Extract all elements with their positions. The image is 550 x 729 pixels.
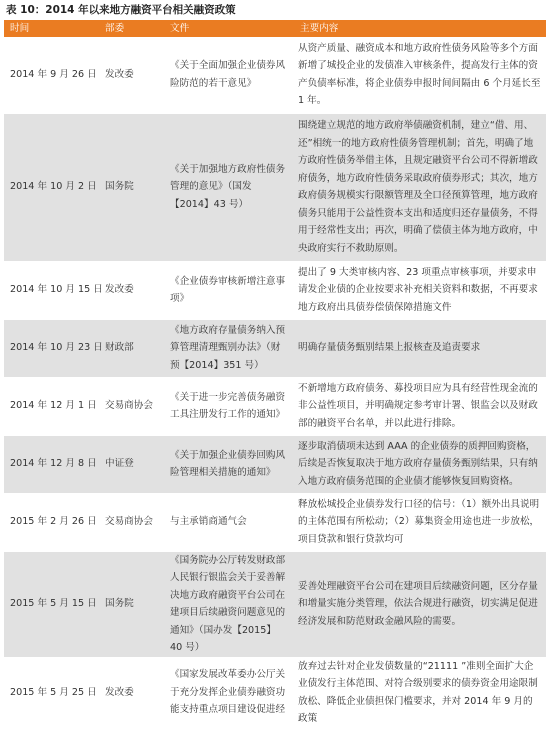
cell-content: 不新增地方政府债务、募投项目应为具有经营性现金流的非公益性项目，并明确规定参考审计署、银监会以及财政部的融资平台名单，并以此进行排除。 [294,377,546,435]
table-row [4,113,546,261]
cell-date: 2015 年 2 月 26 日 [4,493,99,551]
table-row [4,551,546,657]
table-row [4,319,546,377]
table-row [4,377,546,435]
cell-date: 2015 年 5 月 15 日 [4,551,99,657]
cell-document: 《关于加强地方政府性债务管理的意见》（国发【2014】43 号） [164,113,294,261]
cell-content: 逐步取消债项未达到 AAA 的企业债券的质押回购资格，后续是否恢复取决于地方政府存量债务甄别结果，只有纳入地方政府债务范围的企业债才能够恢复回购资格。 [294,435,546,493]
cell-document: 《关于全面加强企业债券风险防范的若干意见》 [164,37,294,113]
table-row [4,261,546,319]
cell-department: 中证登 [99,435,164,493]
cell-date: 2014 年 12 月 1 日 [4,377,99,435]
policy-table [4,20,546,729]
cell-content: 放弃过去针对企业发债数量的“21111 ”准则全面扩大企业债发行主体范围、对符合级别要求的债券资金用途限制放松、降低企业债担保门槛要求，并对 2014 年 9 月的政策 [294,657,546,728]
cell-department: 发改委 [99,261,164,319]
table-row [4,493,546,551]
cell-content: 明确存量债务甄别结果上报核查及追责要求 [294,319,546,377]
cell-document: 《国家发展改革委办公厅关于充分发挥企业债券融资功能支持重点项目建设促进经 [164,657,294,728]
cell-content: 从资产质量、融资成本和地方政府性债务风险等多个方面新增了城投企业的发债准入审核条件，提高发行主体的资产负债率标准，将企业债券申报时间间隔由 6 个月延长至 1 年。 [294,37,546,113]
cell-date: 2014 年 10 月 2 日 [4,113,99,261]
cell-department: 国务院 [99,113,164,261]
cell-date: 2014 年 9 月 26 日 [4,37,99,113]
table-row [4,37,546,113]
table-header-row [4,20,546,37]
cell-department: 交易商协会 [99,377,164,435]
header-department: 部委 [99,20,164,37]
header-document: 文件 [164,20,294,37]
table-row [4,435,546,493]
cell-content: 围绕建立规范的地方政府举债融资机制，建立“借、用、还”相统一的地方政府性债务管理机制；首先，明确了地方政府性债务举借主体，且规定融资平台公司不得新增政府债务，地方政府性债务采取政府债券形式；其次，地方政府债务规模实行限额管理及全口径预算管理，地方政府债务只能用于公益性资本支出和适度归还存量债务，不得用于经常性支出；再次，明确了偿债主体为地方政府，中央政府实行不救助原则。 [294,113,546,261]
header-date: 时间 [4,20,99,37]
header-content: 主要内容 [294,20,546,37]
cell-document: 《地方政府存量债务纳入预算管理清理甄别办法》（财预【2014】351 号） [164,319,294,377]
cell-document: 与主承销商通气会 [164,493,294,551]
cell-document: 《国务院办公厅转发财政部人民银行银监会关于妥善解决地方政府融资平台公司在建项目后续融资问题意见的通知》（国办发【2015】40 号） [164,551,294,657]
cell-department: 发改委 [99,37,164,113]
cell-date: 2014 年 10 月 15 日 [4,261,99,319]
cell-department: 国务院 [99,551,164,657]
cell-date: 2014 年 10 月 23 日 [4,319,99,377]
cell-document: 《关于加强企业债券回购风险管理相关措施的通知》 [164,435,294,493]
cell-date: 2015 年 5 月 25 日 [4,657,99,728]
table-caption: 表 10：2014 年以来地方融资平台相关融资政策 [6,4,236,16]
cell-document: 《关于进一步完善债务融资工具注册发行工作的通知》 [164,377,294,435]
cell-department: 财政部 [99,319,164,377]
cell-content: 提出了 9 大类审核内容、23 项重点审核事项，并要求申请发企业债的企业按要求补充相关资料和数据，不再要求地方政府出具债券偿债保障措施文件 [294,261,546,319]
cell-department: 发改委 [99,657,164,728]
cell-document: 《企业债券审核新增注意事项》 [164,261,294,319]
cell-date: 2014 年 12 月 8 日 [4,435,99,493]
cell-content: 释放松城投企业债券发行口径的信号：（1）额外出具说明的主体范围有所松动；（2）募集资金用途也进一步放松，项目贷款和银行贷款均可 [294,493,546,551]
cell-department: 交易商协会 [99,493,164,551]
cell-content: 妥善处理融资平台公司在建项目后续融资问题，区分存量和增量实施分类管理，依法合规进行融资，切实满足促进经济发展和防范财政金融风险的需要。 [294,551,546,657]
table-row [4,657,546,728]
